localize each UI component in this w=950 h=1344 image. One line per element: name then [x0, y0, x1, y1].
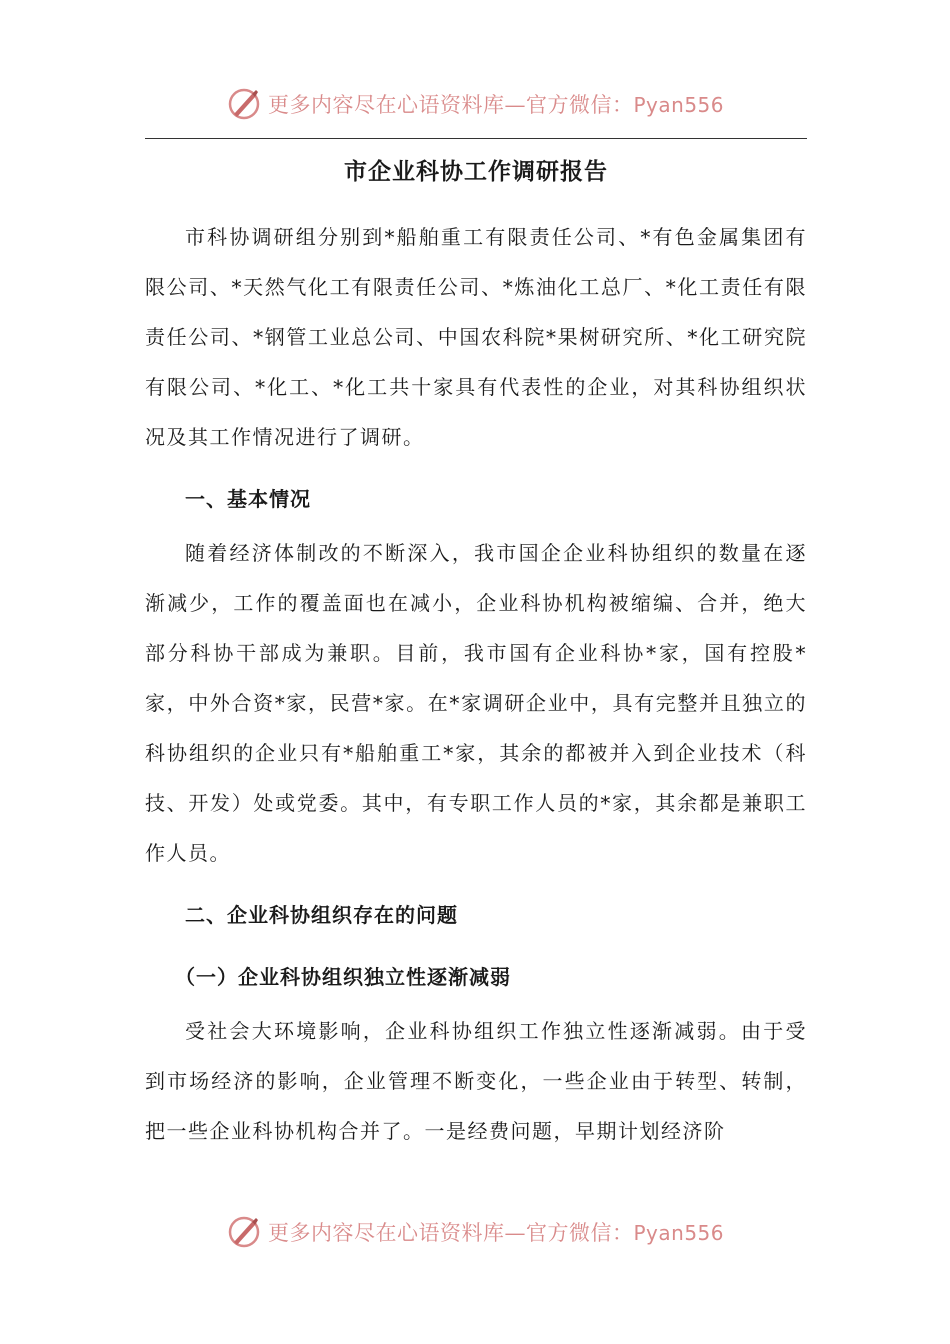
watermark-wechat-id: Pyan556 [633, 93, 724, 117]
document-title: 市企业科协工作调研报告 [344, 158, 608, 185]
document-body [145, 212, 807, 1156]
watermark-banner-top [0, 82, 950, 126]
watermark-banner-bottom [0, 1210, 950, 1254]
subsection-heading-independence: （一）企业科协组织独立性逐渐减弱 [175, 965, 511, 989]
section-heading-problems: 二、企业科协组织存在的问题 [185, 903, 458, 927]
section-paragraph-basic: 随着经济体制改的不断深入，我市国企企业科协组织的数量在逐渐减少，工作的覆盖面也在减小，企业科协机构被缩编、合并，绝大部分科协干部成为兼职。目前，我市国有企业科协*家，国有控股*家，中外合资*家，民营*家。在*家调研企业中，具有完整并且独立的科协组织的企业只有*船舶重工*家，其余的都被并入到企业技术（科技、开发）处或党委。其中，有专职工作人员的*家，其余都是兼职工作人员。 [145, 541, 807, 865]
section-heading-basic: 一、基本情况 [185, 487, 311, 511]
pen-circle-logo-icon [226, 86, 262, 122]
intro-paragraph: 市科协调研组分别到*船舶重工有限责任公司、*有色金属集团有限公司、*天然气化工有限责任公司、*炼油化工总厂、*化工责任有限责任公司、*钢管工业总公司、中国农科院*果树研究所、*化工研究院有限公司、*化工、*化工共十家具有代表性的企业，对其科协组织状况及其工作情况进行了调研。 [145, 225, 807, 449]
watermark-text: 更多内容尽在心语资料库—官方微信：Pyan556 [267, 93, 724, 117]
header-rule [145, 138, 807, 139]
pen-circle-logo-icon [226, 1214, 262, 1250]
subsection-paragraph-independence: 受社会大环境影响，企业科协组织工作独立性逐渐减弱。由于受到市场经济的影响，企业管理不断变化，一些企业由于转型、转制，把一些企业科协机构合并了。一是经费问题，早期计划经济阶 [145, 1019, 807, 1143]
watermark-wechat-id: Pyan556 [633, 1221, 724, 1245]
watermark-text: 更多内容尽在心语资料库—官方微信：Pyan556 [267, 1221, 724, 1245]
